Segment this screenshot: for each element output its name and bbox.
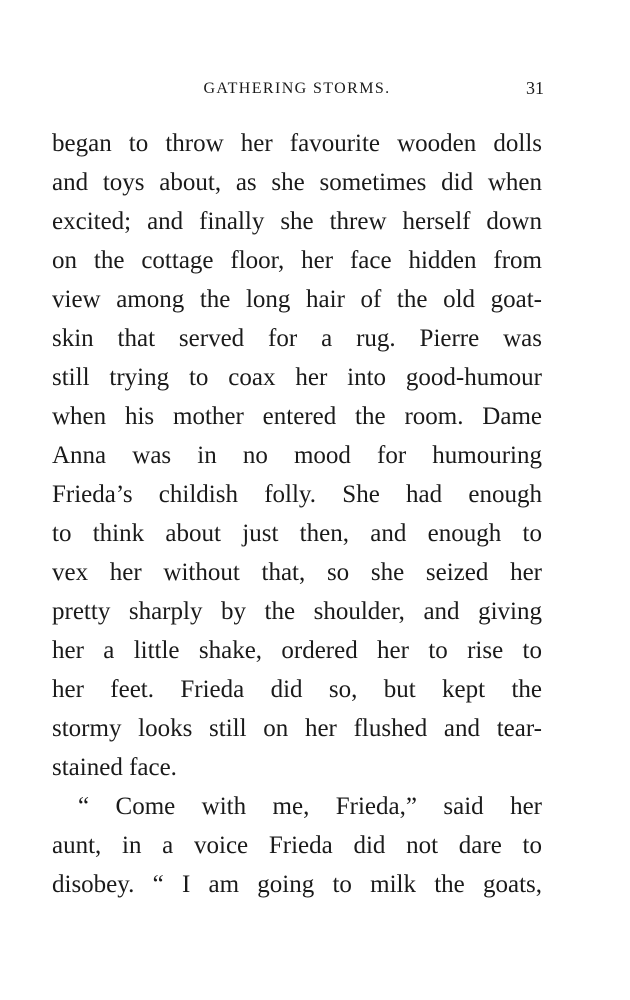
page-number: 31 [526,78,544,98]
paragraph-1 [52,124,542,787]
text-line: view among the long hair of the old goat- [52,286,542,313]
running-title: GATHERING STORMS. [203,80,391,97]
text-line: vex her without that, so she seized her [52,559,542,586]
text-line: stained face. [52,754,177,781]
text-line: to think about just then, and enough to [52,520,542,547]
text-line: excited; and finally she threw herself down [52,208,542,235]
text-line: disobey. “ I am going to milk the goats, [52,871,542,898]
paragraph-2 [52,787,542,904]
text-line: pretty sharply by the shoulder, and giving [52,598,542,625]
text-line: her feet. Frieda did so, but kept the [52,676,542,703]
text-line: when his mother entered the room. Dame [52,403,542,430]
text-line: stormy looks still on her flushed and tear- [52,715,542,742]
body-text [52,124,542,904]
text-line: and toys about, as she sometimes did when [52,169,542,196]
text-line: began to throw her favourite wooden dolls [52,130,542,157]
text-line: Anna was in no mood for humouring [52,442,542,469]
text-line: her a little shake, ordered her to rise to [52,637,542,664]
text-line: “ Come with me, Frieda,” said her [78,793,542,820]
text-line: on the cottage floor, her face hidden from [52,247,542,274]
text-line: still trying to coax her into good-humour [52,364,542,391]
text-line: Frieda’s childish folly. She had enough [52,481,542,508]
running-head [52,76,542,102]
text-line: skin that served for a rug. Pierre was [52,325,542,352]
text-line: aunt, in a voice Frieda did not dare to [52,832,542,859]
